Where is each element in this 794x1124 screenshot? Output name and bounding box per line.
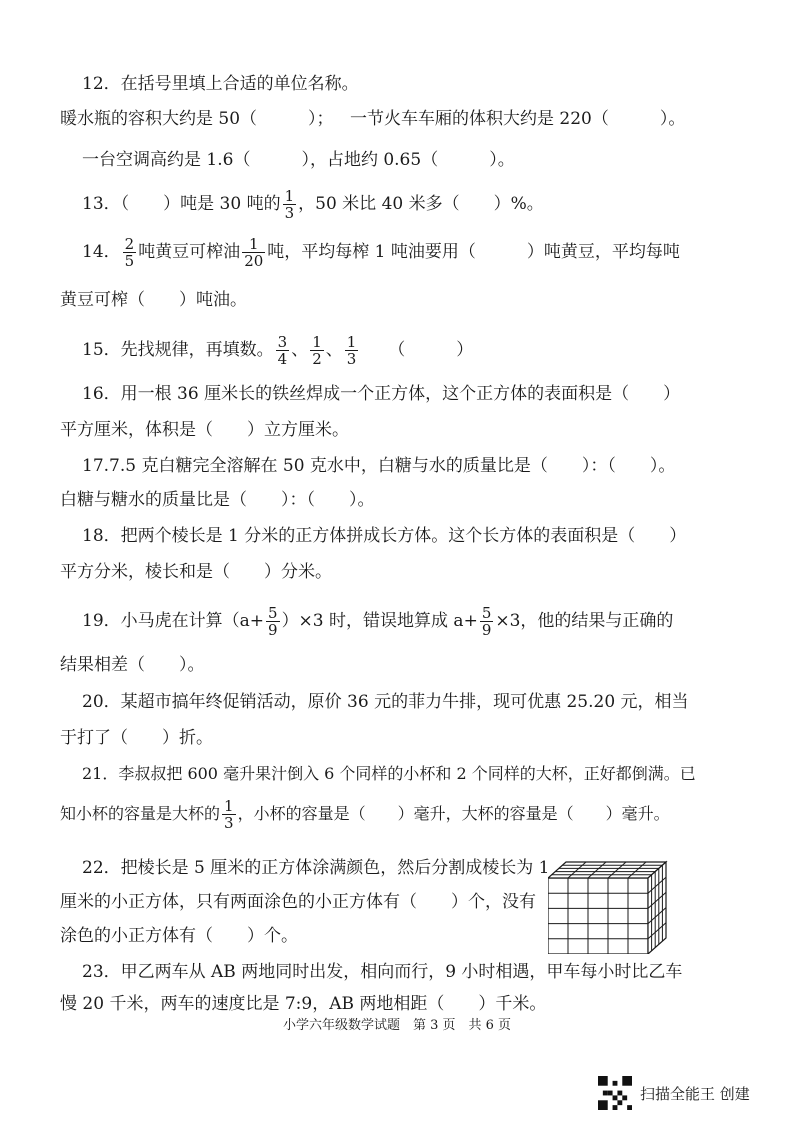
- q21-fraction: [222, 798, 236, 831]
- q15-f1-den: 4: [277, 350, 288, 368]
- q18-line1: 18．把两个棱长是 1 分米的正方体拼成长方体。这个长方体的表面积是（ ）: [82, 526, 687, 546]
- q19-f2-den: 9: [481, 621, 492, 639]
- q15-fraction1: [276, 334, 290, 367]
- q13-text-a: 13．（ ）吨是 30 吨的: [82, 194, 281, 214]
- q19-f1-num: 5: [268, 604, 278, 622]
- q15-sep2: 、: [325, 340, 343, 360]
- q15-f3-num: 1: [346, 333, 357, 351]
- q21-f1-num: 1: [224, 797, 234, 815]
- q15-sep1: 、: [291, 340, 309, 360]
- cube-top-face: [548, 862, 666, 878]
- q12-title: 12．在括号里填上合适的单位名称。: [82, 74, 359, 94]
- scanner-watermark: [598, 1076, 750, 1110]
- q19-line1: [82, 605, 673, 638]
- q12-line1a: 暖水瓶的容积大约是 50（ ）；: [60, 109, 334, 129]
- q13-fraction: [283, 188, 297, 221]
- q22-line2: 厘米的小正方体，只有两面涂色的小正方体有（ ）个，没有: [60, 892, 536, 912]
- q21-text-b: ，小杯的容量是（ ）毫升，大杯的容量是（ ）毫升。: [237, 804, 670, 823]
- scanner-label: 扫描全能王 创建: [640, 1084, 750, 1103]
- q17-line1: 17.7.5 克白糖完全溶解在 50 克水中，白糖与水的质量比是（ ）：（ ）。: [82, 456, 676, 476]
- q16-line1: 16．用一根 36 厘米长的铁丝焊成一个正方体，这个正方体的表面积是（ ）: [82, 384, 681, 404]
- q22-line1: 22．把棱长是 5 厘米的正方体涂满颜色，然后分割成棱长为 1: [82, 858, 550, 878]
- q14-line2: 黄豆可榨（ ）吨油。: [60, 290, 247, 310]
- q14-f2-den: 20: [244, 252, 264, 270]
- cube-right-face: [648, 862, 666, 954]
- q19-fraction2: [480, 605, 494, 638]
- q21-line1: 21．李叔叔把 600 毫升果汁倒入 6 个同样的小杯和 2 个同样的大杯，正好都倒满。已: [82, 764, 696, 783]
- q14-fraction2: [242, 236, 265, 269]
- q21-f1-den: 3: [224, 814, 234, 832]
- q14-text-b: 吨，平均每榨 1 吨油要用（ ）吨黄豆，平均每吨: [267, 242, 680, 262]
- q19-text-c: ×3，他的结果与正确的: [495, 611, 674, 631]
- q20-line2: 于打了（ ）折。: [60, 728, 213, 748]
- q15-f3-den: 3: [346, 350, 357, 368]
- q17-line2: 白糖与糖水的质量比是（ ）：（ ）。: [60, 490, 375, 510]
- q15-f2-num: 1: [312, 333, 322, 351]
- q14-f2-num: 1: [242, 236, 265, 253]
- page-footer: 小学六年级数学试题 第 3 页 共 6 页: [282, 1018, 512, 1033]
- q15-fraction3: [345, 334, 359, 367]
- q14-fraction1: [123, 236, 137, 269]
- cube-grid-figure: [548, 858, 668, 954]
- q21-text-a: 知小杯的容量是大杯的: [60, 804, 221, 823]
- q12-line2: 一台空调高约是 1.6（ ），占地约 0.65（ ）。: [82, 150, 515, 170]
- q18-line2: 平方分米，棱长和是（ ）分米。: [60, 562, 332, 582]
- q22-line3: 涂色的小正方体有（ ）个。: [60, 926, 298, 946]
- q19-text-b: ）×3 时，错误地算成 a+: [281, 611, 478, 631]
- q19-f2-num: 5: [481, 604, 492, 622]
- q20-line1: 20．某超市搞年终促销活动，原价 36 元的菲力牛排，现可优惠 25.20 元，相当: [82, 692, 689, 712]
- q12-line1b: 一节火车车厢的体积大约是 220（ ）。: [350, 109, 686, 129]
- q13-text-b: ，50 米比 40 米多（ ）%。: [298, 194, 544, 214]
- q13-frac-num: 1: [284, 187, 295, 205]
- q15-blank: （ ）: [388, 340, 474, 360]
- q19-line2: 结果相差（ ）。: [60, 655, 205, 675]
- q23-line1: 23．甲乙两车从 AB 两地同时出发，相向而行，9 小时相遇，甲车每小时比乙车: [82, 962, 683, 982]
- q15-f2-den: 2: [312, 350, 322, 368]
- q13-line: [82, 188, 544, 221]
- q16-line2: 平方厘米，体积是（ ）立方厘米。: [60, 420, 349, 440]
- q15-text-a: 15．先找规律，再填数。: [82, 340, 274, 360]
- q15-line: [82, 334, 473, 367]
- cube-front-face: [548, 878, 648, 954]
- q15-f1-num: 3: [277, 333, 288, 351]
- qr-code-icon: [598, 1076, 632, 1110]
- q14-line1: [82, 236, 680, 269]
- q14-f1-den: 5: [124, 252, 135, 270]
- q14-f1-num: 2: [124, 235, 135, 253]
- q14-number: 14．: [82, 242, 121, 262]
- q19-fraction1: [266, 605, 280, 638]
- q19-text-a: 19．小马虎在计算（a+: [82, 611, 265, 631]
- q15-fraction2: [310, 334, 324, 367]
- q21-line2: [60, 798, 670, 831]
- q19-f1-den: 9: [268, 621, 278, 639]
- q23-line2: 慢 20 千米，两车的速度比是 7:9，AB 两地相距（ ）千米。: [60, 994, 547, 1014]
- q13-frac-den: 3: [284, 204, 295, 222]
- q14-text-a: 吨黄豆可榨油: [138, 242, 241, 262]
